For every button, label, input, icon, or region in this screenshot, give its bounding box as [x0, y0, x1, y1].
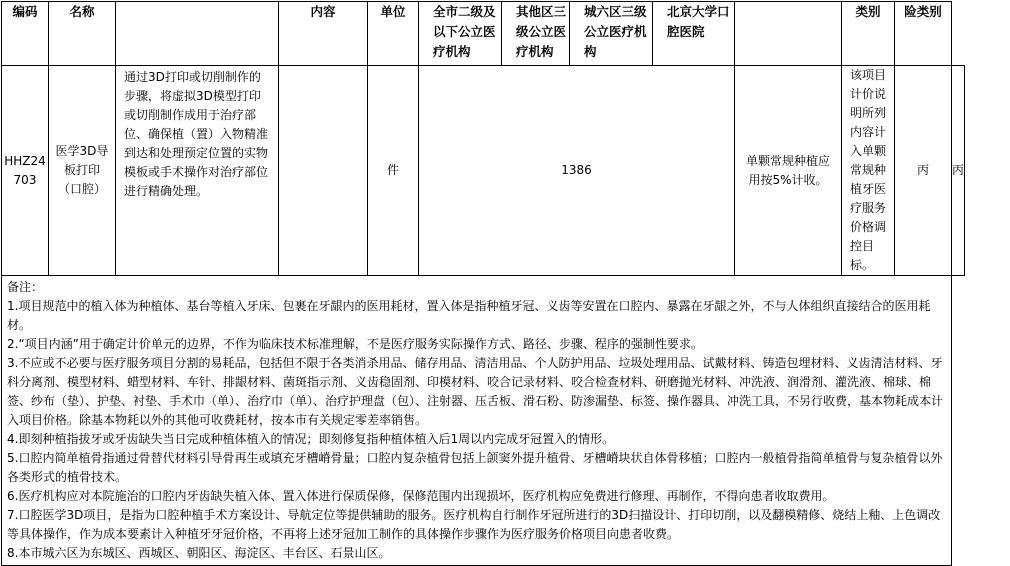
item-name: 医学3D导板打印（口腔）	[49, 66, 116, 276]
header-connotation	[116, 2, 279, 66]
header-content: 内容	[279, 2, 368, 66]
item-content	[279, 66, 368, 276]
item-code: HHZ24703	[2, 66, 49, 276]
note-2: 2.“项目内涵”用于确定计价单元的边界，不作为临床技术标准理解，不是医疗服务实际操作方式、路径、步骤、程序的强制性要求。	[7, 337, 703, 351]
notes-title: 备注：	[7, 280, 44, 294]
item-connotation: 通过3D打印或切削制作的步骤，将虚拟3D模型打印或切削制作成用于治疗部位、确保植（置）入物精准到达和处理预定位置的实物模板或手术操作对治疗部位进行精确处理。	[116, 66, 279, 276]
table-row	[2, 66, 965, 276]
pricing-table	[1, 1, 965, 566]
header-category: 类别	[842, 2, 895, 66]
header-unit: 单位	[368, 2, 419, 66]
header-name: 名称	[49, 2, 116, 66]
note-8: 8.本市城六区为东城区、西城区、朝阳区、海淀区、丰台区、石景山区。	[7, 546, 391, 560]
header-code: 编码	[2, 2, 49, 66]
item-price: 1386	[419, 66, 735, 276]
header-remarks	[735, 2, 842, 66]
header-price-six: 城六区三级公立医疗机构	[570, 2, 653, 66]
item-remarks: 该项目计价说明所列内容计入单颗常规种植牙医疗服务价格调控目标。	[842, 66, 895, 276]
note-7: 7.口腔医学3D项目，是指为口腔种植手术方案设计、导航定位等提供辅助的服务。医疗机构自行制作牙冠所进行的3D扫描设计、打印切削，以及翻模精修、烧结上釉、上色调改等具体操作，作为成本要素计入种植牙牙冠价格，不再将上述牙冠加工制作的具体操作步骤作为医疗服务价格项目向患者收费。	[7, 508, 941, 541]
note-3: 3.不应或不必要与医疗服务项目分割的易耗品，包括但不限于各类消杀用品、储存用品、清洁用品、个人防护用品、垃圾处理用品、试戴材料、铸造包埋材料、义齿清洁材料、牙科分离剂、模型材料、蜡型材料、车针、排龈材料、菌斑指示剂、义齿稳固剂、印模材料、咬合记录材料、咬合检查材料、研磨抛光材料、冲洗液、润滑剂、灌洗液、棉球、棉签、纱布（垫）、护垫、衬垫、手术巾（单）、治疗巾（单）、治疗护理盘（包）、注射器、压舌板、滑石粉、防渗漏垫、标签、操作器具、冲洗工具，不另行收费，基本物耗成本计入项目价格。除基本物耗以外的其他可收费耗材，按本市有关规定零差率销售。	[7, 356, 944, 427]
header-row	[2, 2, 965, 66]
item-unit: 件	[368, 66, 419, 276]
header-price-other: 其他区三级公立医疗机构	[502, 2, 570, 66]
item-category: 丙	[895, 66, 952, 276]
note-5: 5.口腔内简单植骨指通过骨替代材料引导骨再生或填充牙槽嵴骨量；口腔内复杂植骨包括上颌窦外提升植骨、牙槽嵴块状自体骨移植；口腔内一般植骨指简单植骨与复杂植骨以外各类形式的植骨技术。	[7, 451, 943, 484]
note-6: 6.医疗机构应对本院施治的口腔内牙齿缺失植入体、置入体进行保质保修，保修范围内出现损坏，医疗机构应免费进行修理、再制作，不得向患者收取费用。	[7, 489, 835, 503]
notes-row	[2, 276, 965, 566]
item-explanation: 单颗常规种植应用按5%计收。	[735, 66, 842, 276]
notes-cell	[2, 276, 952, 566]
note-4: 4.即刻种植指拔牙或牙齿缺失当日完成种植体植入的情况；即刻修复指种植体植入后1周以内完成牙冠置入的情形。	[7, 432, 615, 446]
note-1: 1.项目规范中的植入体为种植体、基台等植入牙床、包裹在牙龈内的医用耗材，置入体是指种植牙冠、义齿等安置在口腔内、暴露在牙龈之外，不与人体组织直接结合的医用耗材。	[7, 299, 931, 332]
header-price-pku: 北京大学口腔医院	[653, 2, 735, 66]
header-price-city: 全市二级及以下公立医疗机构	[419, 2, 502, 66]
header-insurance: 险类别	[895, 2, 952, 66]
item-insurance: 丙	[952, 66, 965, 276]
